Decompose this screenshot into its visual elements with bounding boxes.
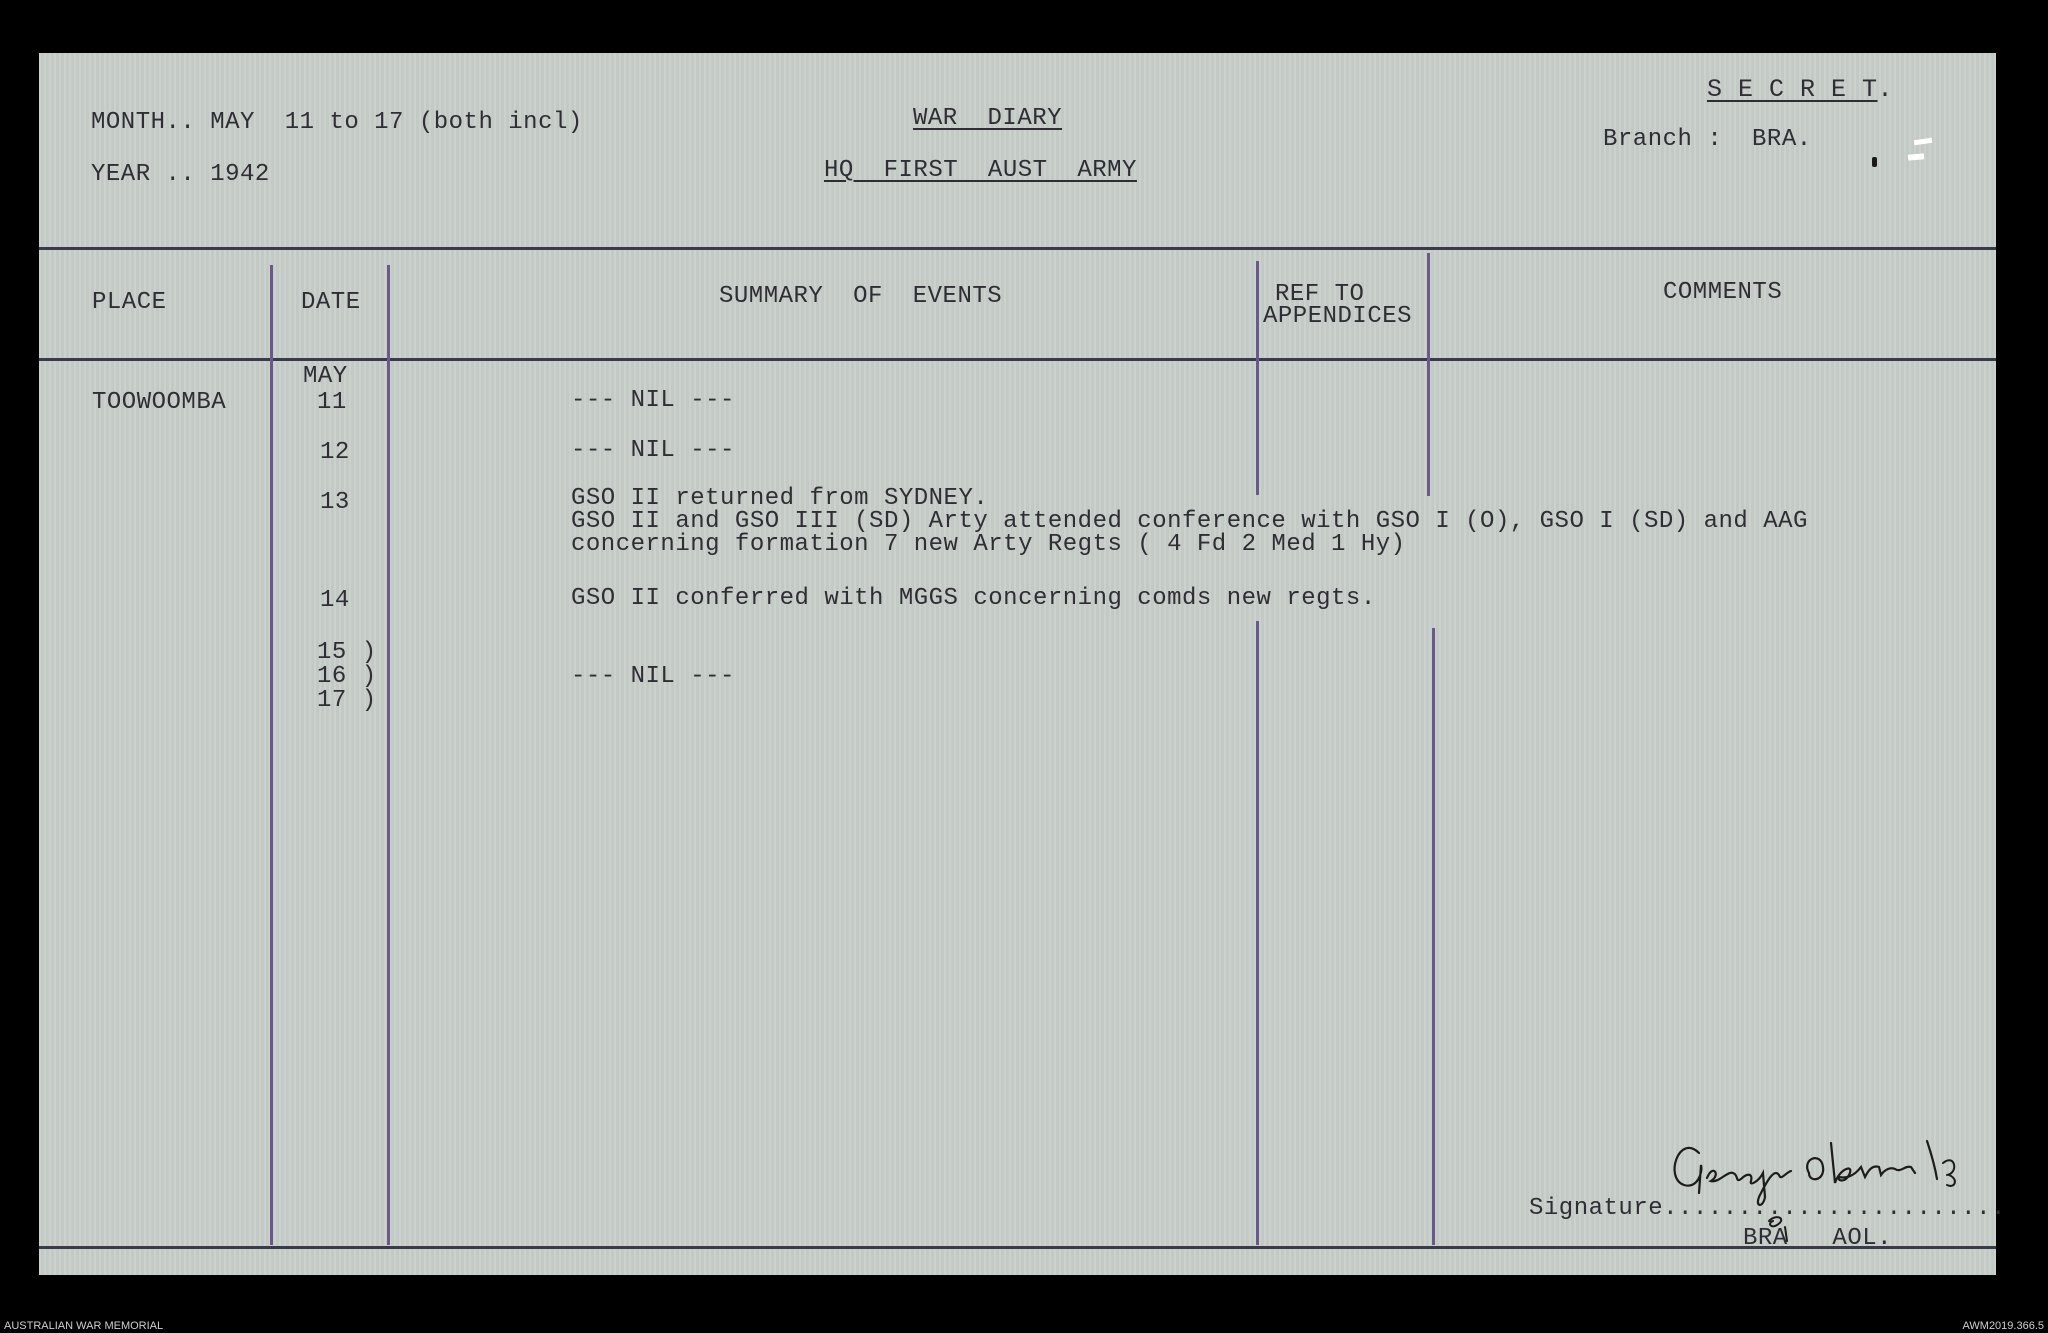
event-text: GSO II and GSO III (SD) Arty attended conference with GSO I (O), GSO I (SD) and AAG: [571, 508, 1808, 535]
classification-text: S E C R E T: [1707, 75, 1878, 104]
event-text: --- NIL ---: [571, 387, 735, 414]
footer-right: AWM2019.366.5: [1962, 1320, 2044, 1332]
column-header-summary: SUMMARY OF EVENTS: [719, 283, 1003, 310]
document-subtitle: HQ FIRST AUST ARMY: [824, 157, 1137, 184]
event-text: GSO II returned from SYDNEY.: [571, 485, 989, 512]
table-top-rule: [39, 247, 1996, 250]
date-cell: 15 ): [317, 639, 377, 666]
column-divider: [1256, 261, 1259, 495]
signature-title: BRA AOL.: [1743, 1225, 1893, 1252]
header-bottom-rule: [39, 358, 1996, 361]
column-header-place: PLACE: [92, 289, 167, 316]
column-divider: [1256, 621, 1259, 1245]
date-cell: 16 ): [317, 663, 377, 690]
column-divider: [387, 265, 390, 1245]
event-text: --- NIL ---: [571, 663, 735, 690]
column-header-date: DATE: [301, 289, 361, 316]
column-header-ref: REF TO: [1275, 281, 1365, 308]
column-divider: [1432, 628, 1435, 1245]
date-cell: 17 ): [317, 687, 377, 714]
document-title: WAR DIARY: [913, 105, 1063, 132]
date-cell: 11: [317, 389, 347, 416]
month-line: MONTH.. MAY 11 to 17 (both incl): [91, 109, 583, 136]
date-cell: 13: [320, 489, 350, 516]
date-cell: 12: [320, 439, 350, 466]
classification-dot: .: [1877, 75, 1894, 104]
handwritten-signature: [1669, 1123, 1999, 1243]
date-cell: 14: [320, 587, 350, 614]
ink-mark: [1872, 157, 1877, 167]
event-text: concerning formation 7 new Arty Regts ( 4 Fd 2 Med 1 Hy): [571, 531, 1406, 558]
ink-mark: [1914, 138, 1933, 145]
column-header-comments: COMMENTS: [1663, 279, 1783, 306]
place-cell: TOOWOOMBA: [92, 389, 227, 416]
signature-label: Signature.......................: [1529, 1195, 2006, 1222]
column-divider: [270, 265, 273, 1245]
month-label: MAY: [303, 363, 348, 390]
event-text: GSO II conferred with MGGS concerning comds new regts.: [571, 585, 1376, 612]
classification-mark: [1707, 75, 1893, 104]
ink-mark: [1908, 153, 1924, 160]
event-text: --- NIL ---: [571, 437, 735, 464]
page-bottom-rule: [39, 1246, 1996, 1249]
diary-page: [39, 53, 2006, 1275]
year-line: YEAR .. 1942: [91, 161, 270, 188]
column-divider: [1427, 253, 1430, 496]
column-header-ref: APPENDICES: [1263, 303, 1413, 330]
footer-left: AUSTRALIAN WAR MEMORIAL: [4, 1320, 164, 1332]
branch-label: Branch : BRA.: [1603, 126, 1812, 153]
